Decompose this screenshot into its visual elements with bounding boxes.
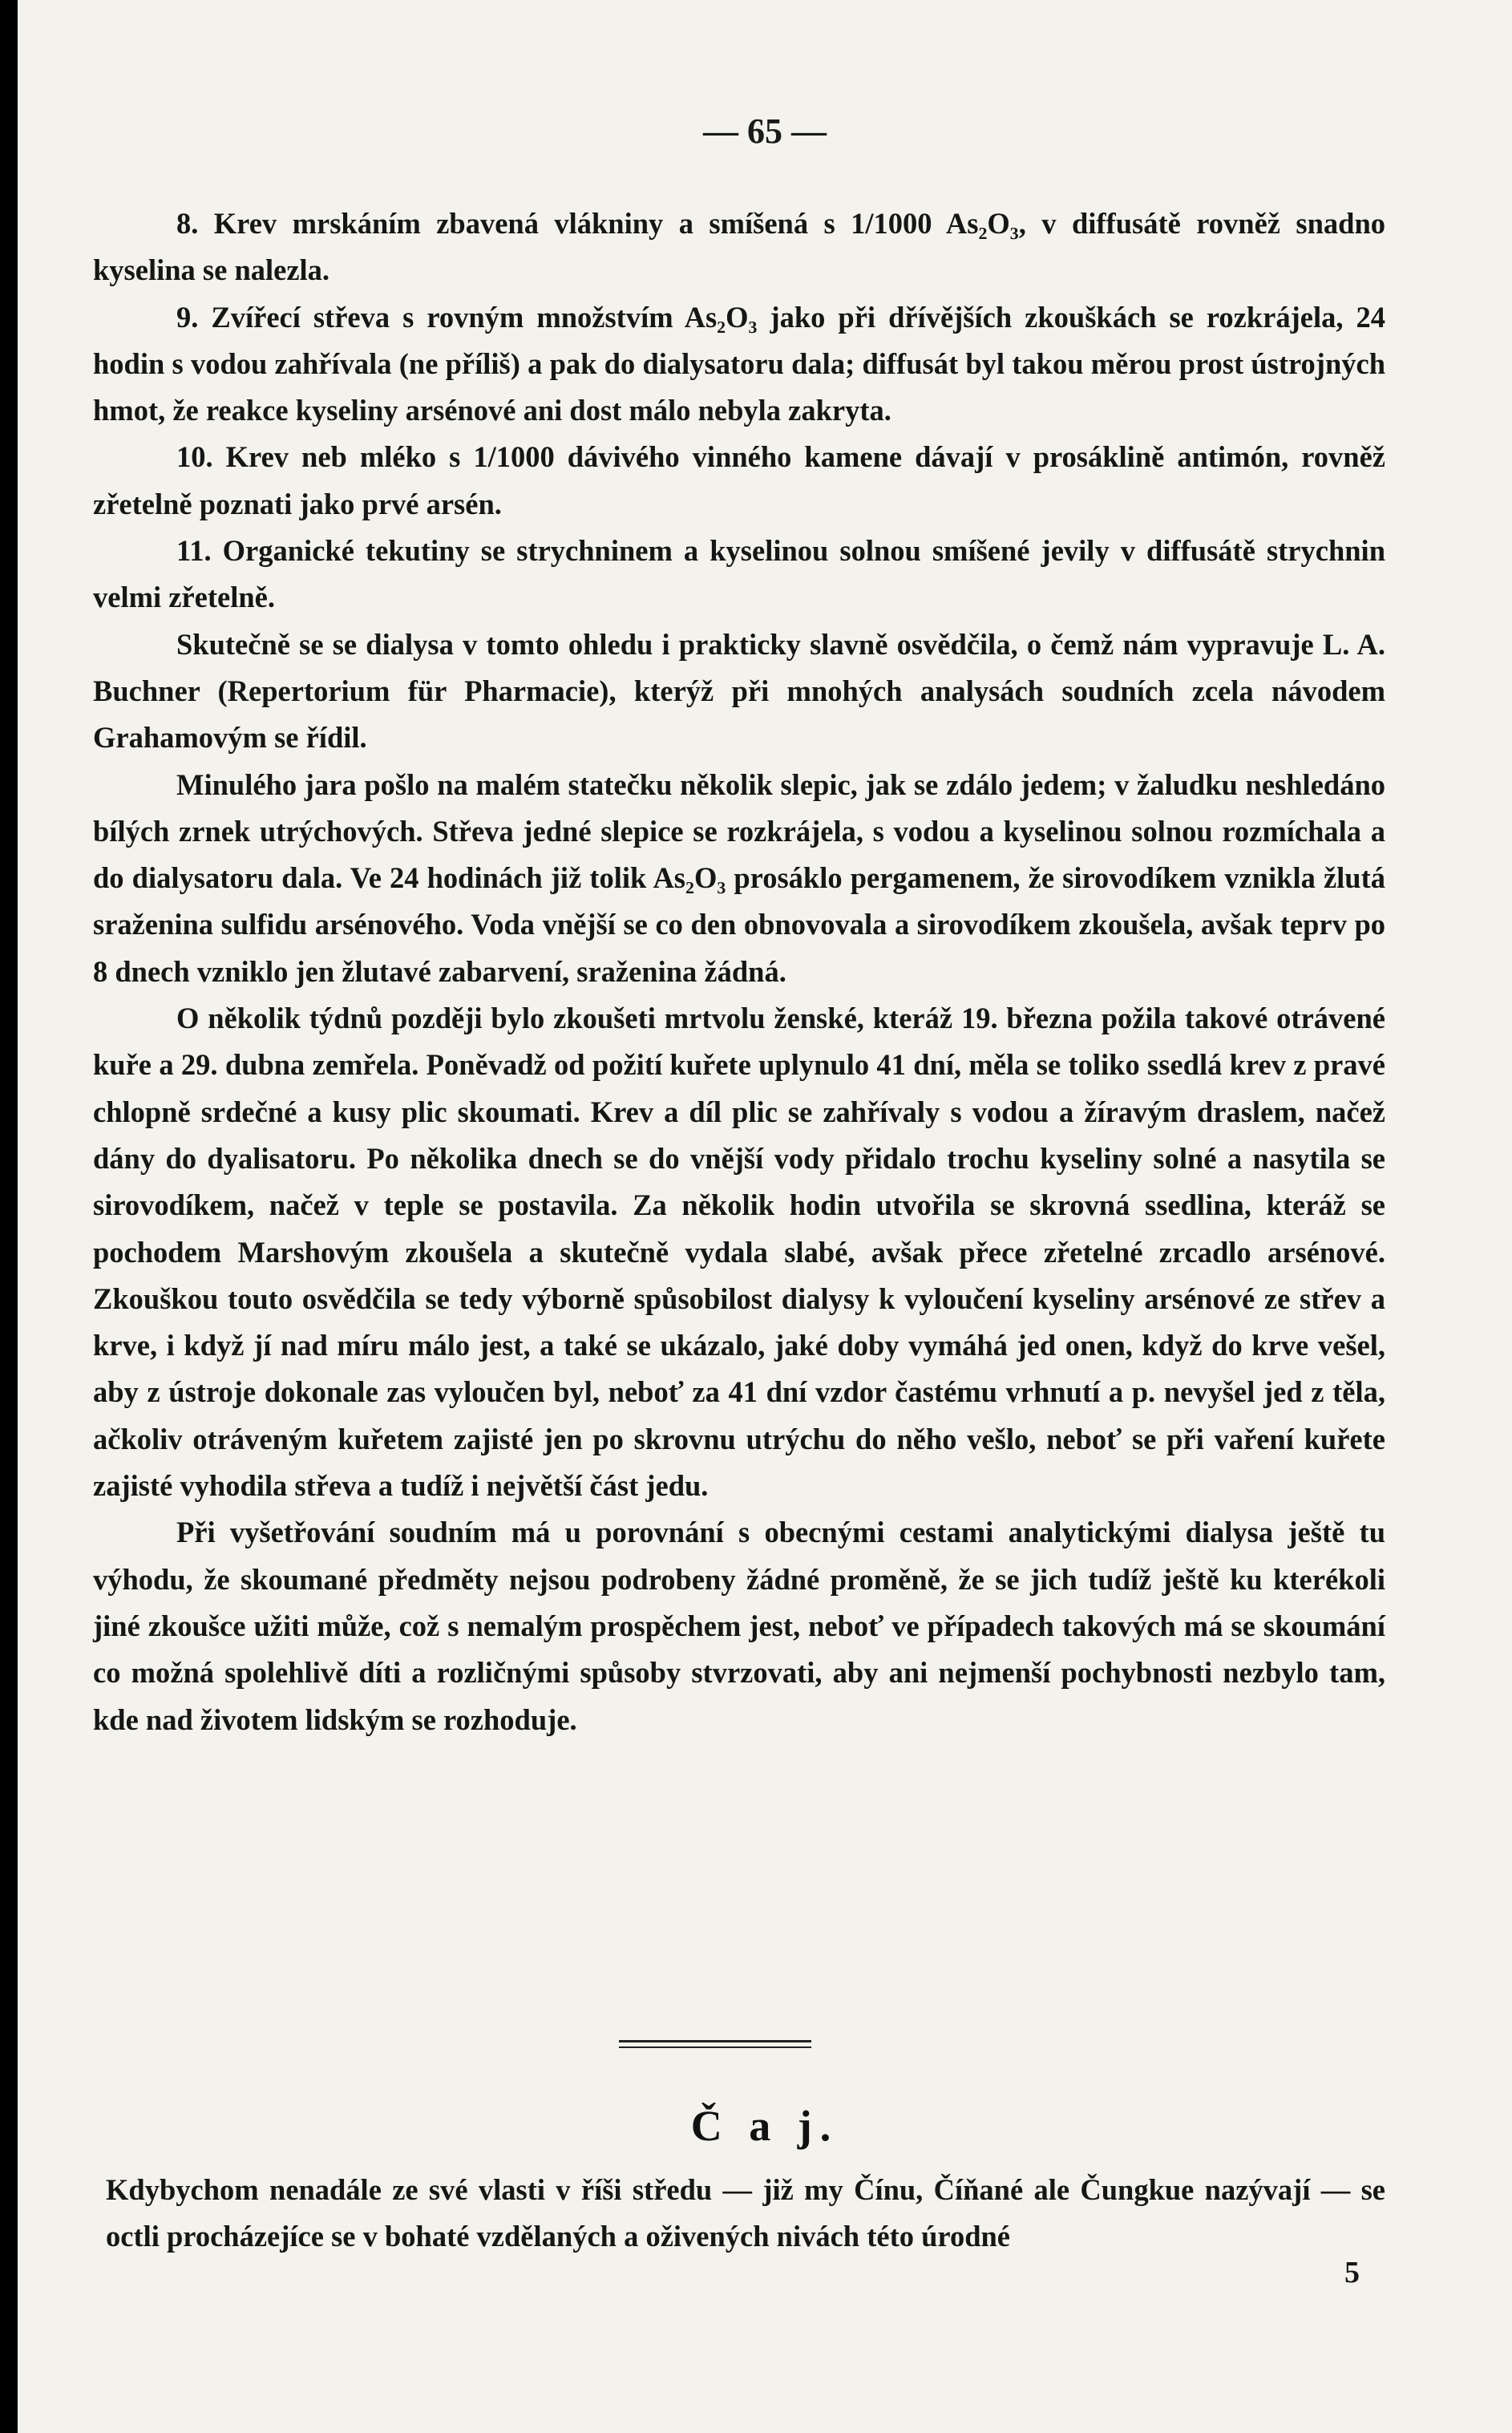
tea-paragraph: Kdybychom nenadále ze své vlasti v říši středu — již my Čínu, Číňané ale Čungkue nazývají — se octli procházejíce se v bohaté vzdělaných a oživených nivách této úrodné — [106, 2173, 1385, 2253]
paragraph-8: 8. Krev mrskáním zbavená vlákniny a smíšená s 1/1000 As₂O₃, v diffusátě rovněž snadno kyselina se nalezla. — [93, 207, 1385, 287]
signature-mark: 5 — [1344, 2256, 1360, 2289]
body-text — [93, 200, 1385, 1743]
paragraph-11: 11. Organické tekutiny se strychninem a kyselinou solnou smíšené jevily v diffusátě strychnin velmi zřetelně. — [93, 534, 1385, 614]
paragraph-skutecne: Skutečně se se dialysa v tomto ohledu i prakticky slavně osvědčila, o čemž nám vypravuje L. A. Buchner (Repertorium für Pharmacie), kterýž při mnohých analysách soudních zcela návodem Grahamovým se řídil. — [93, 627, 1385, 755]
paragraph-pri-vysetrovani: Při vyšetřování soudním má u porovnání s obecnými cestami analytickými dialysa ještě tu výhodu, že skoumané předměty nejsou podrobeny žádné proměně, že se jich tudíž ještě ku kterékoli jiné zkoušce užiti může, což s nemalým prospěchem jest, neboť ve případech takových má se skoumání co možná spolehlivě díti a rozličnými spůsoby stvrzovati, aby ani nejmenší pochybnosti nezbylo tam, kde nad životem lidským se rozhoduje. — [93, 1516, 1385, 1736]
page — [18, 0, 1512, 2433]
page-number: — 65 — — [703, 111, 827, 151]
paragraph-o-nekolik-tydnu: O několik týdnů později bylo zkoušeti mrtvolu ženské, kteráž 19. března požila takové otrávené kuře a 29. dubna zemřela. Poněvadž od požití kuřete uplynulo 41 dní, měla se toliko ssedlá krev z pravé chlopně srdečné a kusy plic skoumati. Krev a díl plic se zahřívaly s vodou a žíravým draslem, načež dány do dyalisatoru. Po několika dnech se do vnější vody přidalo trochu kyseliny solné a nasytila se sirovodíkem, načež v teple se postavila. Za několik hodin utvořila se skrovná ssedlina, kteráž se pochodem Marshovým zkoušela a skutečně vydala slabé, avšak přece zřetelné zrcadlo arsénové. Zkouškou touto osvědčila se tedy výborně spůsobilost dialysy k vyloučení kyseliny arsénové ze střev a krve, i když jí nad míru málo jest, a také se ukázalo, jaké doby vymáhá jed onen, když do krve vešel, aby z ústroje dokonale zas vyloučen byl, neboť za 41 dní vzdor častému vrhnutí a p. nevyšel jed z těla, ačkoliv otráveným kuřetem zajisté jen po skrovnu utrýchu do něho vešlo, neboť se při vaření kuřete zajisté vyhodila střeva a tudíž i největší část jedu. — [93, 1002, 1385, 1503]
paragraph-minuleho-jara: Minulého jara pošlo na malém statečku několik slepic, jak se zdálo jedem; v žaludku neshledáno bílých zrnek utrýchových. Střeva jedné slepice se rozkrájela, s vodou a kyselinou solnou rozmíchala a do dialysatoru dala. Ve 24 hodinách již tolik As₂O₃ prosáklo pergamenem, že sirovodíkem vznikla žlutá sraženina sulfidu arsénového. Voda vnější se co den obnovovala a sirovodíkem zkoušela, avšak teprv po 8 dnech vzniklo jen žlutavé zabarvení, sraženina žádná. — [93, 767, 1385, 988]
section-heading: Č a j. — [690, 2102, 839, 2150]
section-divider — [619, 2040, 811, 2048]
paragraph-10: 10. Krev neb mléko s 1/1000 dávivého vinného kamene dávají v prosáklině antimón, rovněž zřetelně poznati jako prvé arsén. — [93, 440, 1385, 520]
paragraph-9: 9. Zvířecí střeva s rovným množstvím As₂O₃ jako při dřívějších zkouškách se rozkrájela, 24 hodin s vodou zahřívala (ne příliš) a pak do dialysatoru dala; diffusát byl takou měrou prost ústrojných hmot, že reakce kyseliny arsénové ani dost málo nebyla zakryta. — [93, 300, 1385, 427]
